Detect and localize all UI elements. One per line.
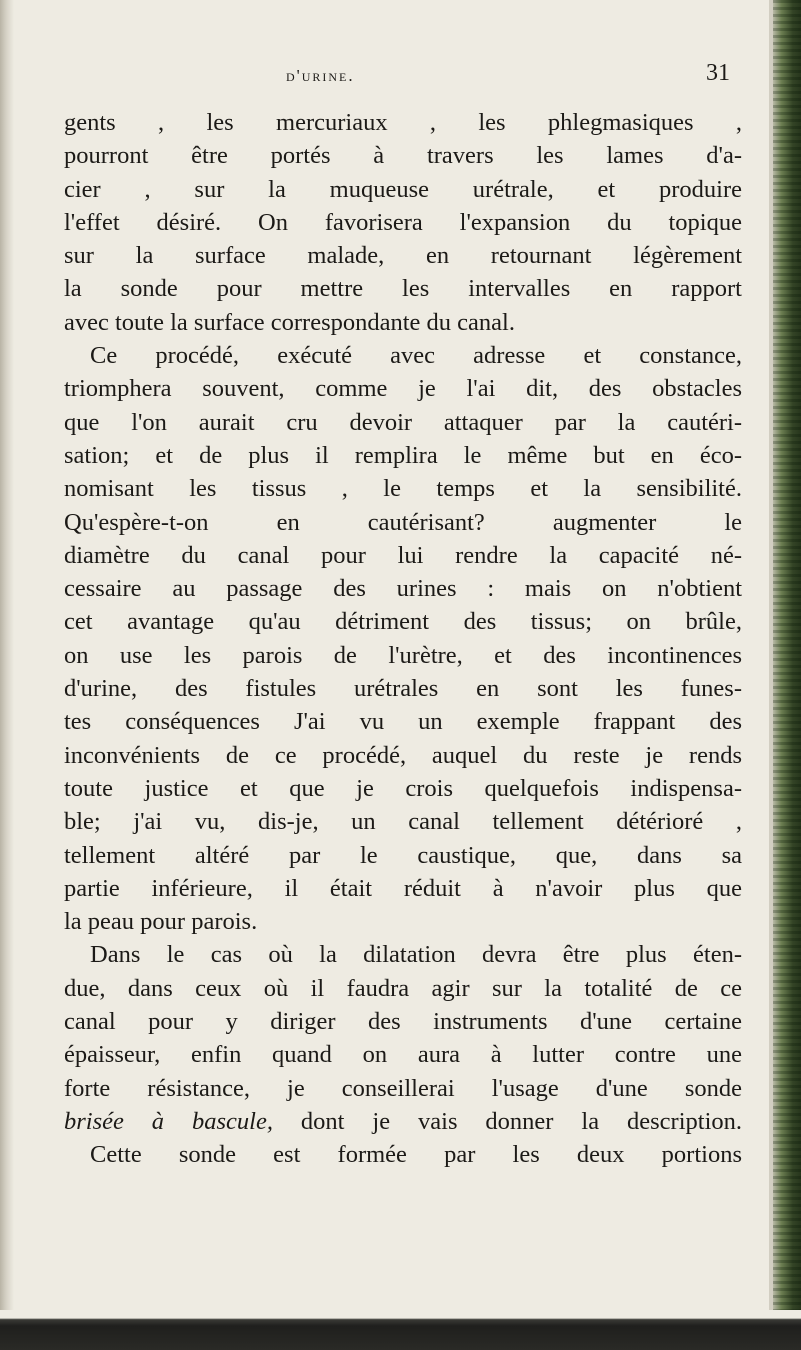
running-header [64,60,742,106]
text-line: pourront être portés à travers les lames d'a- [64,142,742,170]
book-page [64,60,742,1172]
text-line: diamètre du canal pour lui rendre la capacité né- [64,541,742,569]
text-line: que l'on aurait cru devoir attaquer par la cautéri- [64,408,742,436]
text-span: dont je vais donner la description. [272,1107,742,1135]
right-book-cover-edge [773,0,801,1350]
text-line: gents , les mercuriaux , les phlegmasiques , [64,109,742,136]
italic-term: brisée à bascule, [64,1107,273,1135]
bottom-page-edge [0,1310,801,1350]
text-line: cet avantage qu'au détriment des tissus; on brûle, [64,608,742,636]
body-text [64,106,742,1172]
text-line: cessaire au passage des urines : mais on n'obtient [64,575,742,603]
text-line: due, dans ceux où il faudra agir sur la totalité de ce [64,974,742,1002]
text-line: toute justice et que je crois quelquefois indispensa- [64,774,742,802]
text-line: l'effet désiré. On favorisera l'expansion du topique [64,208,742,236]
left-binding-shadow [0,0,14,1350]
text-line: d'urine, des fistules urétrales en sont les funes- [64,675,742,703]
text-line: avec toute la surface correspondante du canal. [64,308,515,336]
paragraph-start-line: Cette sonde est formée par les deux portions [90,1141,742,1169]
page-number: 31 [706,60,730,86]
running-title: d'urine. [286,66,355,85]
text-line: la peau pour parois. [64,908,258,936]
text-line: nomisant les tissus , le temps et la sensibilité. [64,475,742,503]
text-line-mixed [64,1105,742,1138]
text-line: sur la surface malade, en retournant légèrement [64,242,742,270]
text-line: épaisseur, enfin quand on aura à lutter contre une [64,1041,742,1069]
text-line: la sonde pour mettre les intervalles en rapport [64,275,742,303]
paragraph-start-line: Ce procédé, exécuté avec adresse et constance, [90,342,742,370]
text-line: forte résistance, je conseillerai l'usage d'une sonde [64,1074,742,1102]
text-line: sation; et de plus il remplira le même but en éco- [64,441,742,469]
text-line: canal pour y diriger des instruments d'une certaine [64,1008,742,1036]
text-line: Qu'espère-t-on en cautérisant? augmenter le [64,508,742,536]
text-line: ble; j'ai vu, dis-je, un canal tellement détérioré , [64,808,742,836]
paragraph-start-line: Dans le cas où la dilatation devra être plus éten- [90,941,742,969]
text-line: on use les parois de l'urètre, et des incontinences [64,641,742,669]
text-line: partie inférieure, il était réduit à n'avoir plus que [64,874,742,902]
text-line: tes conséquences J'ai vu un exemple frappant des [64,708,742,736]
text-line: tellement altéré par le caustique, que, dans sa [64,841,742,869]
text-line: cier , sur la muqueuse urétrale, et produire [64,175,742,203]
text-line: inconvénients de ce procédé, auquel du reste je rends [64,741,742,769]
text-line: triomphera souvent, comme je l'ai dit, des obstacles [64,375,742,403]
